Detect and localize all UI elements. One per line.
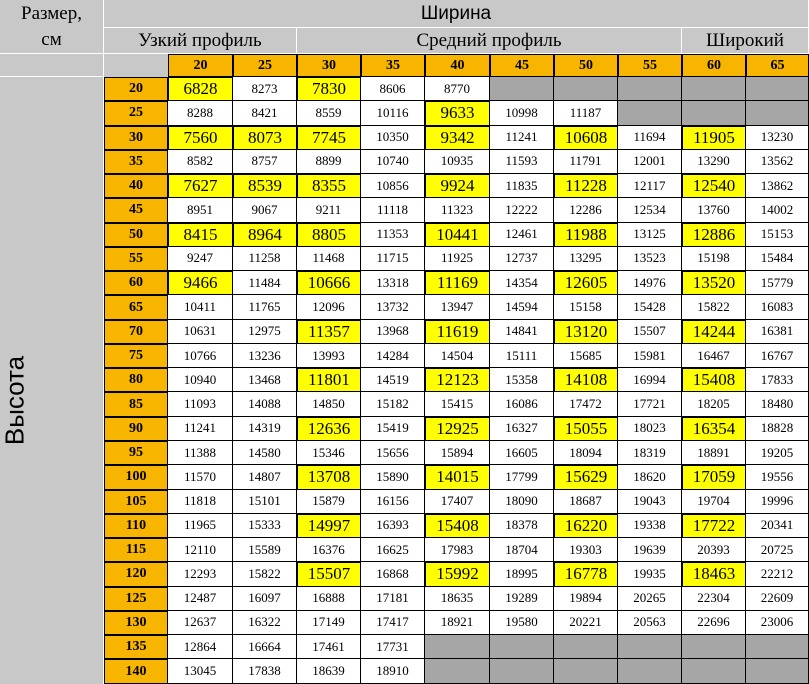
price-cell: 15153: [746, 223, 809, 247]
price-cell: 15333: [233, 514, 297, 538]
price-cell: 13468: [233, 368, 297, 392]
price-cell: 16625: [361, 538, 425, 562]
price-cell: 14319: [233, 417, 297, 441]
price-cell: 14015: [425, 465, 490, 489]
price-cell: 16994: [618, 368, 682, 392]
price-cell: 9067: [233, 198, 297, 222]
row-header: 130: [104, 611, 168, 635]
size-header: [0, 0, 104, 54]
price-cell: 12534: [618, 198, 682, 222]
price-cell: 19338: [618, 514, 682, 538]
price-cell: 11228: [554, 174, 618, 198]
price-cell: 10740: [361, 150, 425, 174]
price-cell: 17799: [490, 465, 554, 489]
price-cell: 15981: [618, 344, 682, 368]
unavailable-cell: [682, 77, 746, 101]
price-cell: 18378: [490, 514, 554, 538]
row-header: 75: [104, 344, 168, 368]
price-cell: 15507: [297, 562, 361, 586]
height-title-wrap: [0, 355, 80, 445]
price-cell: 22696: [682, 611, 746, 635]
price-cell: 11965: [168, 514, 233, 538]
price-cell: 18704: [490, 538, 554, 562]
price-cell: 14997: [297, 514, 361, 538]
price-cell: 15101: [233, 490, 297, 514]
price-cell: 8757: [233, 150, 297, 174]
price-cell: 7830: [297, 77, 361, 101]
price-cell: 12293: [168, 562, 233, 586]
price-cell: 10940: [168, 368, 233, 392]
price-cell: 16393: [361, 514, 425, 538]
price-cell: 17472: [554, 392, 618, 416]
price-cell: 15408: [425, 514, 490, 538]
price-cell: 9924: [425, 174, 490, 198]
price-cell: 13993: [297, 344, 361, 368]
unavailable-cell: [682, 101, 746, 125]
unavailable-cell: [746, 635, 809, 659]
price-cell: 11791: [554, 150, 618, 174]
price-cell: 17059: [682, 465, 746, 489]
price-cell: 17838: [233, 659, 297, 683]
unavailable-cell: [746, 101, 809, 125]
price-cell: 14594: [490, 295, 554, 319]
price-cell: 13318: [361, 271, 425, 295]
price-cell: 17983: [425, 538, 490, 562]
price-cell: 16868: [361, 562, 425, 586]
price-cell: 17417: [361, 611, 425, 635]
row-header: 105: [104, 490, 168, 514]
price-cell: 8355: [297, 174, 361, 198]
price-cell: 16354: [682, 417, 746, 441]
price-cell: 10608: [554, 126, 618, 150]
price-cell: 11118: [361, 198, 425, 222]
unavailable-cell: [746, 659, 809, 683]
price-cell: 17461: [297, 635, 361, 659]
price-cell: 18319: [618, 441, 682, 465]
column-header: 35: [361, 54, 425, 77]
price-cell: 11169: [425, 271, 490, 295]
price-cell: 13562: [746, 150, 809, 174]
price-cell: 11093: [168, 392, 233, 416]
price-cell: 13732: [361, 295, 425, 319]
price-cell: 11323: [425, 198, 490, 222]
group-narrow-profile: Узкий профиль: [104, 28, 297, 54]
price-cell: 16888: [297, 587, 361, 611]
price-cell: 19894: [554, 587, 618, 611]
price-cell: 22304: [682, 587, 746, 611]
price-cell: 7560: [168, 126, 233, 150]
column-header: 45: [490, 54, 554, 77]
price-cell: 13295: [554, 247, 618, 271]
price-cell: 11905: [682, 126, 746, 150]
price-cell: 12925: [425, 417, 490, 441]
price-cell: 6828: [168, 77, 233, 101]
price-cell: 10350: [361, 126, 425, 150]
unavailable-cell: [618, 659, 682, 683]
price-cell: 12605: [554, 271, 618, 295]
price-cell: 20221: [554, 611, 618, 635]
price-cell: 10856: [361, 174, 425, 198]
row-header: 65: [104, 295, 168, 319]
unavailable-cell: [618, 101, 682, 125]
price-cell: 15822: [682, 295, 746, 319]
price-cell: 9342: [425, 126, 490, 150]
price-cell: 16097: [233, 587, 297, 611]
price-cell: 9211: [297, 198, 361, 222]
price-cell: 14807: [233, 465, 297, 489]
price-cell: 15428: [618, 295, 682, 319]
price-cell: 11241: [490, 126, 554, 150]
price-cell: 13520: [682, 271, 746, 295]
price-cell: 14088: [233, 392, 297, 416]
price-cell: 13045: [168, 659, 233, 683]
price-cell: 12096: [297, 295, 361, 319]
price-cell: 18995: [490, 562, 554, 586]
price-cell: 18910: [361, 659, 425, 683]
price-cell: 14519: [361, 368, 425, 392]
price-cell: 18891: [682, 441, 746, 465]
row-header: 35: [104, 150, 168, 174]
price-cell: 15055: [554, 417, 618, 441]
price-cell: 12636: [297, 417, 361, 441]
price-cell: 11925: [425, 247, 490, 271]
price-cell: 11468: [297, 247, 361, 271]
column-header: 30: [297, 54, 361, 77]
price-cell: 17833: [746, 368, 809, 392]
price-cell: 9247: [168, 247, 233, 271]
price-cell: 16322: [233, 611, 297, 635]
price-cell: 12001: [618, 150, 682, 174]
price-cell: 15182: [361, 392, 425, 416]
price-cell: 16376: [297, 538, 361, 562]
price-cell: 10441: [425, 223, 490, 247]
price-cell: 18921: [425, 611, 490, 635]
row-header: 20: [104, 77, 168, 101]
price-cell: 8539: [233, 174, 297, 198]
price-cell: 19935: [618, 562, 682, 586]
row-header: 50: [104, 223, 168, 247]
column-header: 50: [554, 54, 618, 77]
height-axis: [0, 77, 104, 684]
price-cell: 15879: [297, 490, 361, 514]
row-header: 115: [104, 538, 168, 562]
size-header-line1: Размер,: [21, 2, 82, 24]
price-cell: 16156: [361, 490, 425, 514]
price-cell: 8559: [297, 101, 361, 125]
row-header: 120: [104, 562, 168, 586]
price-cell: 11765: [233, 295, 297, 319]
price-cell: 19205: [746, 441, 809, 465]
price-cell: 10116: [361, 101, 425, 125]
column-header: 20: [168, 54, 233, 77]
price-cell: 15484: [746, 247, 809, 271]
price-cell: 13947: [425, 295, 490, 319]
unavailable-cell: [682, 635, 746, 659]
row-header: 140: [104, 659, 168, 683]
row-header: 125: [104, 587, 168, 611]
price-cell: 15656: [361, 441, 425, 465]
price-cell: 19289: [490, 587, 554, 611]
price-cell: 10631: [168, 320, 233, 344]
price-cell: 13290: [682, 150, 746, 174]
price-cell: 11835: [490, 174, 554, 198]
row-header: 85: [104, 392, 168, 416]
price-cell: 19556: [746, 465, 809, 489]
price-cell: 15779: [746, 271, 809, 295]
unavailable-cell: [746, 77, 809, 101]
price-cell: 16327: [490, 417, 554, 441]
row-header: 40: [104, 174, 168, 198]
unavailable-cell: [425, 635, 490, 659]
price-cell: 18023: [618, 417, 682, 441]
price-cell: 10411: [168, 295, 233, 319]
price-cell: 15408: [682, 368, 746, 392]
price-cell: 18463: [682, 562, 746, 586]
price-cell: 17731: [361, 635, 425, 659]
price-cell: 13760: [682, 198, 746, 222]
row-header: 80: [104, 368, 168, 392]
price-cell: 19303: [554, 538, 618, 562]
price-cell: 16086: [490, 392, 554, 416]
price-cell: 7745: [297, 126, 361, 150]
price-cell: 17181: [361, 587, 425, 611]
price-cell: 12110: [168, 538, 233, 562]
row-header: 90: [104, 417, 168, 441]
price-cell: 11694: [618, 126, 682, 150]
blank-header: [0, 54, 104, 77]
price-cell: 18620: [618, 465, 682, 489]
price-cell: 16664: [233, 635, 297, 659]
row-header: 95: [104, 441, 168, 465]
column-header: 55: [618, 54, 682, 77]
row-header: 55: [104, 247, 168, 271]
price-cell: 11619: [425, 320, 490, 344]
price-cell: 18205: [682, 392, 746, 416]
price-cell: 14504: [425, 344, 490, 368]
price-cell: 17407: [425, 490, 490, 514]
price-cell: 12886: [682, 223, 746, 247]
price-cell: 19639: [618, 538, 682, 562]
price-cell: 12540: [682, 174, 746, 198]
price-cell: 15894: [425, 441, 490, 465]
price-cell: 19043: [618, 490, 682, 514]
price-cell: 16381: [746, 320, 809, 344]
price-cell: 10766: [168, 344, 233, 368]
price-cell: 9633: [425, 101, 490, 125]
price-cell: 12487: [168, 587, 233, 611]
size-header-line2: см: [41, 28, 62, 50]
price-cell: 13708: [297, 465, 361, 489]
row-header: 100: [104, 465, 168, 489]
price-cell: 14002: [746, 198, 809, 222]
price-cell: 20393: [682, 538, 746, 562]
price-cell: 11801: [297, 368, 361, 392]
price-cell: 12286: [554, 198, 618, 222]
price-cell: 17721: [618, 392, 682, 416]
unavailable-cell: [618, 77, 682, 101]
price-cell: 8899: [297, 150, 361, 174]
price-cell: 13236: [233, 344, 297, 368]
price-cell: 13862: [746, 174, 809, 198]
row-header-corner: [104, 54, 168, 77]
price-cell: 8073: [233, 126, 297, 150]
price-cell: 22609: [746, 587, 809, 611]
price-cell: 10666: [297, 271, 361, 295]
price-cell: 15415: [425, 392, 490, 416]
price-cell: 15507: [618, 320, 682, 344]
price-cell: 14284: [361, 344, 425, 368]
price-cell: 11241: [168, 417, 233, 441]
price-cell: 15822: [233, 562, 297, 586]
price-cell: 8582: [168, 150, 233, 174]
price-cell: 14841: [490, 320, 554, 344]
price-cell: 13120: [554, 320, 618, 344]
price-cell: 15992: [425, 562, 490, 586]
price-cell: 17149: [297, 611, 361, 635]
price-cell: 14976: [618, 271, 682, 295]
unavailable-cell: [490, 77, 554, 101]
unavailable-cell: [682, 659, 746, 683]
price-cell: 16605: [490, 441, 554, 465]
price-cell: 10935: [425, 150, 490, 174]
price-cell: 18828: [746, 417, 809, 441]
row-header: 30: [104, 126, 168, 150]
price-cell: 11715: [361, 247, 425, 271]
price-cell: 9466: [168, 271, 233, 295]
row-header: 135: [104, 635, 168, 659]
price-cell: 18639: [297, 659, 361, 683]
price-cell: 18090: [490, 490, 554, 514]
price-cell: 8805: [297, 223, 361, 247]
price-cell: 15158: [554, 295, 618, 319]
unavailable-cell: [490, 635, 554, 659]
price-cell: 8770: [425, 77, 490, 101]
column-header: 25: [233, 54, 297, 77]
price-cell: 17722: [682, 514, 746, 538]
price-cell: 23006: [746, 611, 809, 635]
column-header: 65: [746, 54, 809, 77]
price-cell: 13230: [746, 126, 809, 150]
price-cell: 15890: [361, 465, 425, 489]
width-title: Ширина: [104, 0, 809, 28]
row-header: 110: [104, 514, 168, 538]
row-header: 45: [104, 198, 168, 222]
column-header: 60: [682, 54, 746, 77]
price-cell: 11484: [233, 271, 297, 295]
price-cell: 19580: [490, 611, 554, 635]
price-cell: 8421: [233, 101, 297, 125]
price-cell: 15346: [297, 441, 361, 465]
price-cell: 19704: [682, 490, 746, 514]
price-cell: 10998: [490, 101, 554, 125]
price-cell: 20725: [746, 538, 809, 562]
price-cell: 15111: [490, 344, 554, 368]
unavailable-cell: [618, 635, 682, 659]
price-cell: 20265: [618, 587, 682, 611]
price-cell: 13523: [618, 247, 682, 271]
price-cell: 13125: [618, 223, 682, 247]
price-cell: 11258: [233, 247, 297, 271]
price-cell: 11353: [361, 223, 425, 247]
price-cell: 11593: [490, 150, 554, 174]
price-cell: 15685: [554, 344, 618, 368]
price-cell: 14580: [233, 441, 297, 465]
group-wide-profile: Широкий: [682, 28, 809, 54]
price-cell: 22212: [746, 562, 809, 586]
unavailable-cell: [554, 659, 618, 683]
price-cell: 8606: [361, 77, 425, 101]
group-medium-profile: Средний профиль: [297, 28, 682, 54]
price-cell: 16778: [554, 562, 618, 586]
price-cell: 14850: [297, 392, 361, 416]
price-cell: 7627: [168, 174, 233, 198]
price-cell: 11570: [168, 465, 233, 489]
price-cell: 16467: [682, 344, 746, 368]
price-cell: 20341: [746, 514, 809, 538]
unavailable-cell: [554, 635, 618, 659]
price-cell: 8415: [168, 223, 233, 247]
price-cell: 11357: [297, 320, 361, 344]
unavailable-cell: [490, 659, 554, 683]
price-cell: 16083: [746, 295, 809, 319]
price-cell: 14354: [490, 271, 554, 295]
price-cell: 13968: [361, 320, 425, 344]
unavailable-cell: [554, 77, 618, 101]
price-cell: 12123: [425, 368, 490, 392]
price-cell: 15419: [361, 417, 425, 441]
height-title: Высота: [0, 355, 30, 445]
price-cell: 18687: [554, 490, 618, 514]
price-cell: 18480: [746, 392, 809, 416]
price-cell: 12975: [233, 320, 297, 344]
price-cell: 11988: [554, 223, 618, 247]
unavailable-cell: [425, 659, 490, 683]
price-cell: 12737: [490, 247, 554, 271]
column-header: 40: [425, 54, 490, 77]
price-cell: 14244: [682, 320, 746, 344]
price-cell: 16767: [746, 344, 809, 368]
row-header: 25: [104, 101, 168, 125]
price-cell: 12222: [490, 198, 554, 222]
price-cell: 15198: [682, 247, 746, 271]
price-cell: 11388: [168, 441, 233, 465]
price-cell: 12117: [618, 174, 682, 198]
price-cell: 15629: [554, 465, 618, 489]
price-cell: 18094: [554, 441, 618, 465]
price-cell: 16220: [554, 514, 618, 538]
price-cell: 20563: [618, 611, 682, 635]
price-cell: 19996: [746, 490, 809, 514]
price-cell: 15589: [233, 538, 297, 562]
row-header: 60: [104, 271, 168, 295]
price-cell: 8964: [233, 223, 297, 247]
price-cell: 18635: [425, 587, 490, 611]
price-cell: 12461: [490, 223, 554, 247]
price-cell: 14108: [554, 368, 618, 392]
price-cell: 12864: [168, 635, 233, 659]
price-cell: 15358: [490, 368, 554, 392]
price-cell: 8288: [168, 101, 233, 125]
row-header: 70: [104, 320, 168, 344]
price-cell: 8273: [233, 77, 297, 101]
price-cell: 11818: [168, 490, 233, 514]
price-cell: 8951: [168, 198, 233, 222]
price-cell: 12637: [168, 611, 233, 635]
price-cell: 11187: [554, 101, 618, 125]
